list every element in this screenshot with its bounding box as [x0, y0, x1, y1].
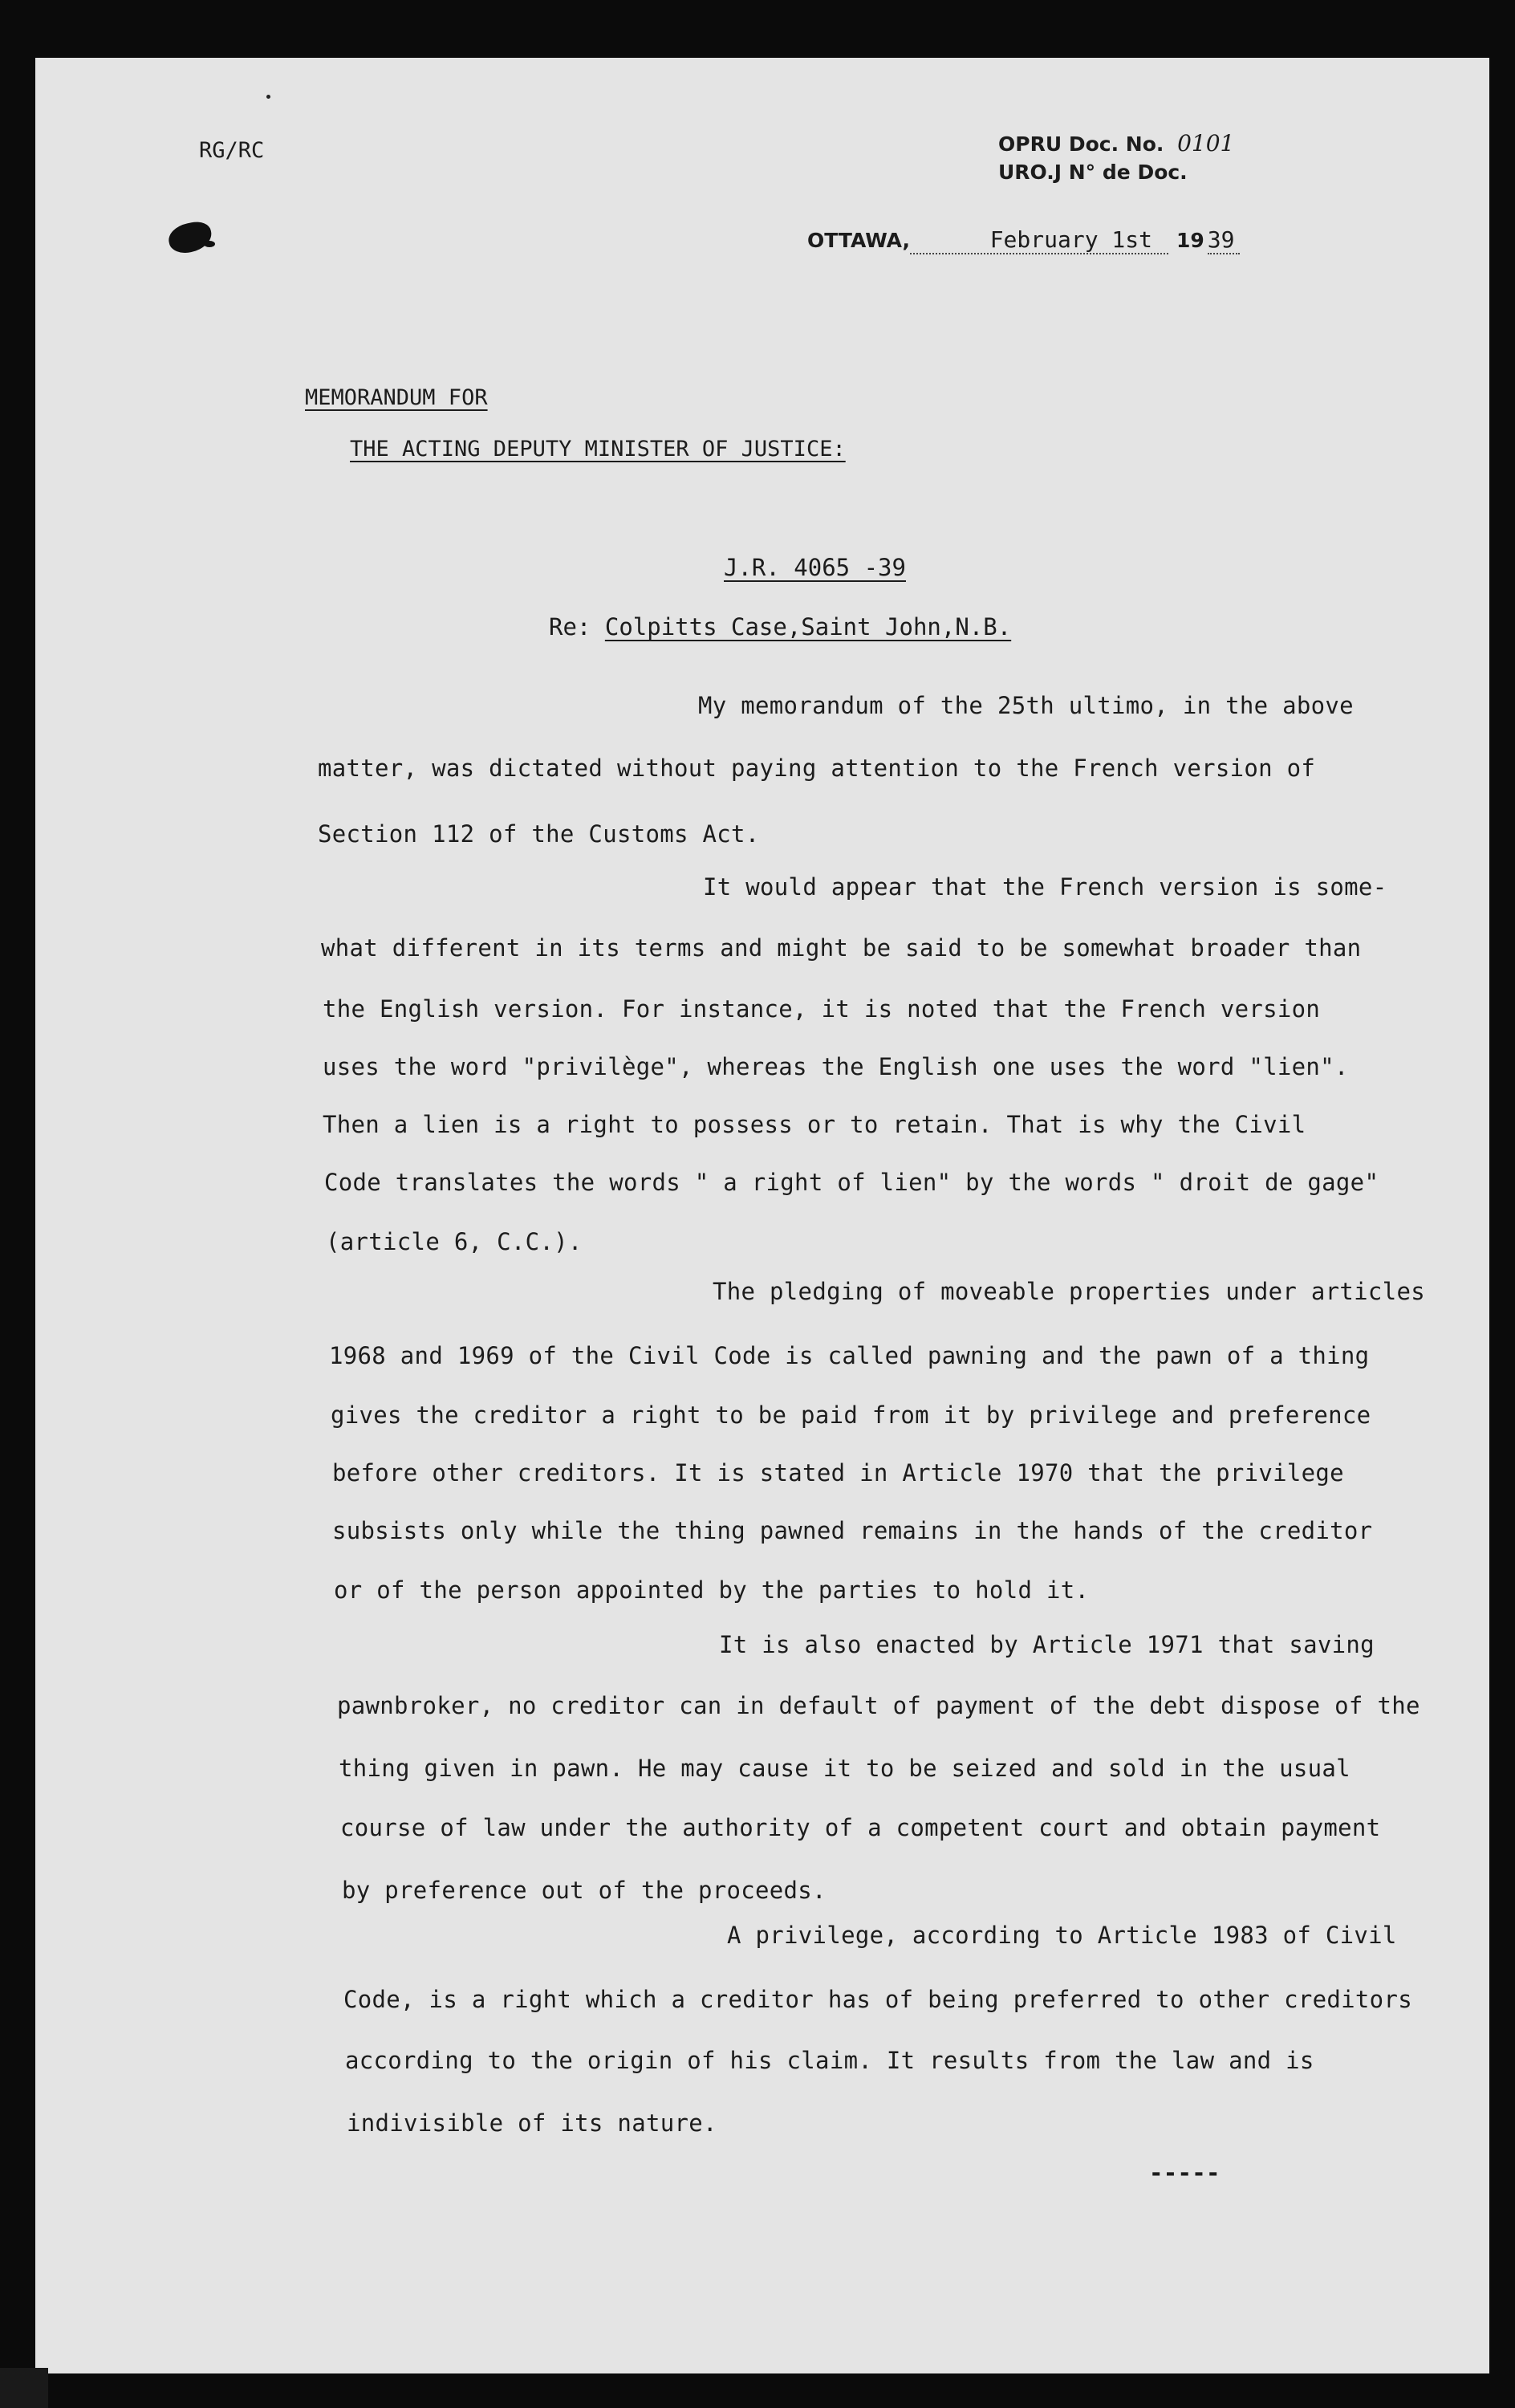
body-line: Then a lien is a right to possess or to retain. That is why the Civil: [323, 1111, 1306, 1138]
body-line: It is also enacted by Article 1971 that saving: [719, 1631, 1375, 1658]
file-code: RG/RC: [199, 138, 265, 163]
scan-corner-shadow: [0, 2368, 48, 2408]
body-line: pawnbroker, no creditor can in default of payment of the debt dispose of the: [337, 1692, 1420, 1719]
body-line: according to the origin of his claim. It results from the law and is: [345, 2047, 1314, 2074]
body-line: thing given in pawn. He may cause it to be seized and sold in the usual: [339, 1755, 1351, 1782]
doc-number-block: [998, 130, 1234, 157]
body-line: the English version. For instance, it is noted that the French version: [323, 995, 1321, 1023]
body-line: or of the person appointed by the parties to hold it.: [334, 1576, 1090, 1604]
body-line: uses the word "privilège", whereas the English one uses the word "lien".: [323, 1053, 1349, 1080]
body-line: before other creditors. It is stated in Article 1970 that the privilege: [332, 1459, 1344, 1487]
ink-speck: [266, 95, 270, 99]
document-page: [35, 58, 1489, 2373]
body-line: Section 112 of the Customs Act.: [318, 820, 760, 848]
doc-number-french: URO.J N° de Doc.: [998, 161, 1188, 184]
memo-line-2: THE ACTING DEPUTY MINISTER OF JUSTICE:: [350, 437, 846, 462]
city-label: OTTAWA,: [807, 229, 910, 252]
doc-number-value: 0101: [1177, 130, 1235, 157]
body-line: The pledging of moveable properties under articles: [713, 1278, 1425, 1305]
body-line: by preference out of the proceeds.: [342, 1877, 827, 1904]
body-line: matter, was dictated without paying attention to the French version of: [318, 755, 1316, 782]
re-label: Re:: [549, 613, 591, 641]
re-subject: Colpitts Case,Saint John,N.B.: [604, 613, 1012, 641]
body-line: gives the creditor a right to be paid from it by privilege and preference: [331, 1401, 1371, 1429]
doc-number-label: OPRU Doc. No.: [998, 132, 1164, 156]
body-line: Code translates the words " a right of lien" by the words " droit de gage": [324, 1169, 1379, 1196]
body-line: (article 6, C.C.).: [326, 1228, 583, 1255]
memo-line-1: MEMORANDUM FOR: [305, 385, 488, 410]
re-line: [549, 613, 1011, 641]
body-line: what different in its terms and might be said to be somewhat broader than: [321, 934, 1362, 962]
body-line: My memorandum of the 25th ultimo, in the above: [698, 692, 1354, 719]
body-line: 1968 and 1969 of the Civil Code is called pawning and the pawn of a thing: [329, 1342, 1370, 1369]
body-line: Code, is a right which a creditor has of being preferred to other creditors: [343, 1986, 1412, 2013]
date-line: [807, 226, 1240, 254]
body-line: subsists only while the thing pawned remains in the hands of the creditor: [332, 1517, 1373, 1544]
reference-number: J.R. 4065 -39: [724, 554, 906, 581]
date-value: February 1st: [910, 226, 1168, 254]
ink-blot-fragment: [204, 241, 215, 247]
body-line: indivisible of its nature.: [347, 2109, 717, 2137]
year-prefix: 19: [1176, 229, 1204, 252]
body-line: A privilege, according to Article 1983 of Civil: [727, 1922, 1397, 1949]
body-line: course of law under the authority of a competent court and obtain payment: [340, 1814, 1381, 1841]
body-line: It would appear that the French version is some-: [703, 873, 1387, 901]
end-mark: -----: [1149, 2159, 1221, 2186]
year-suffix: 39: [1208, 226, 1240, 254]
